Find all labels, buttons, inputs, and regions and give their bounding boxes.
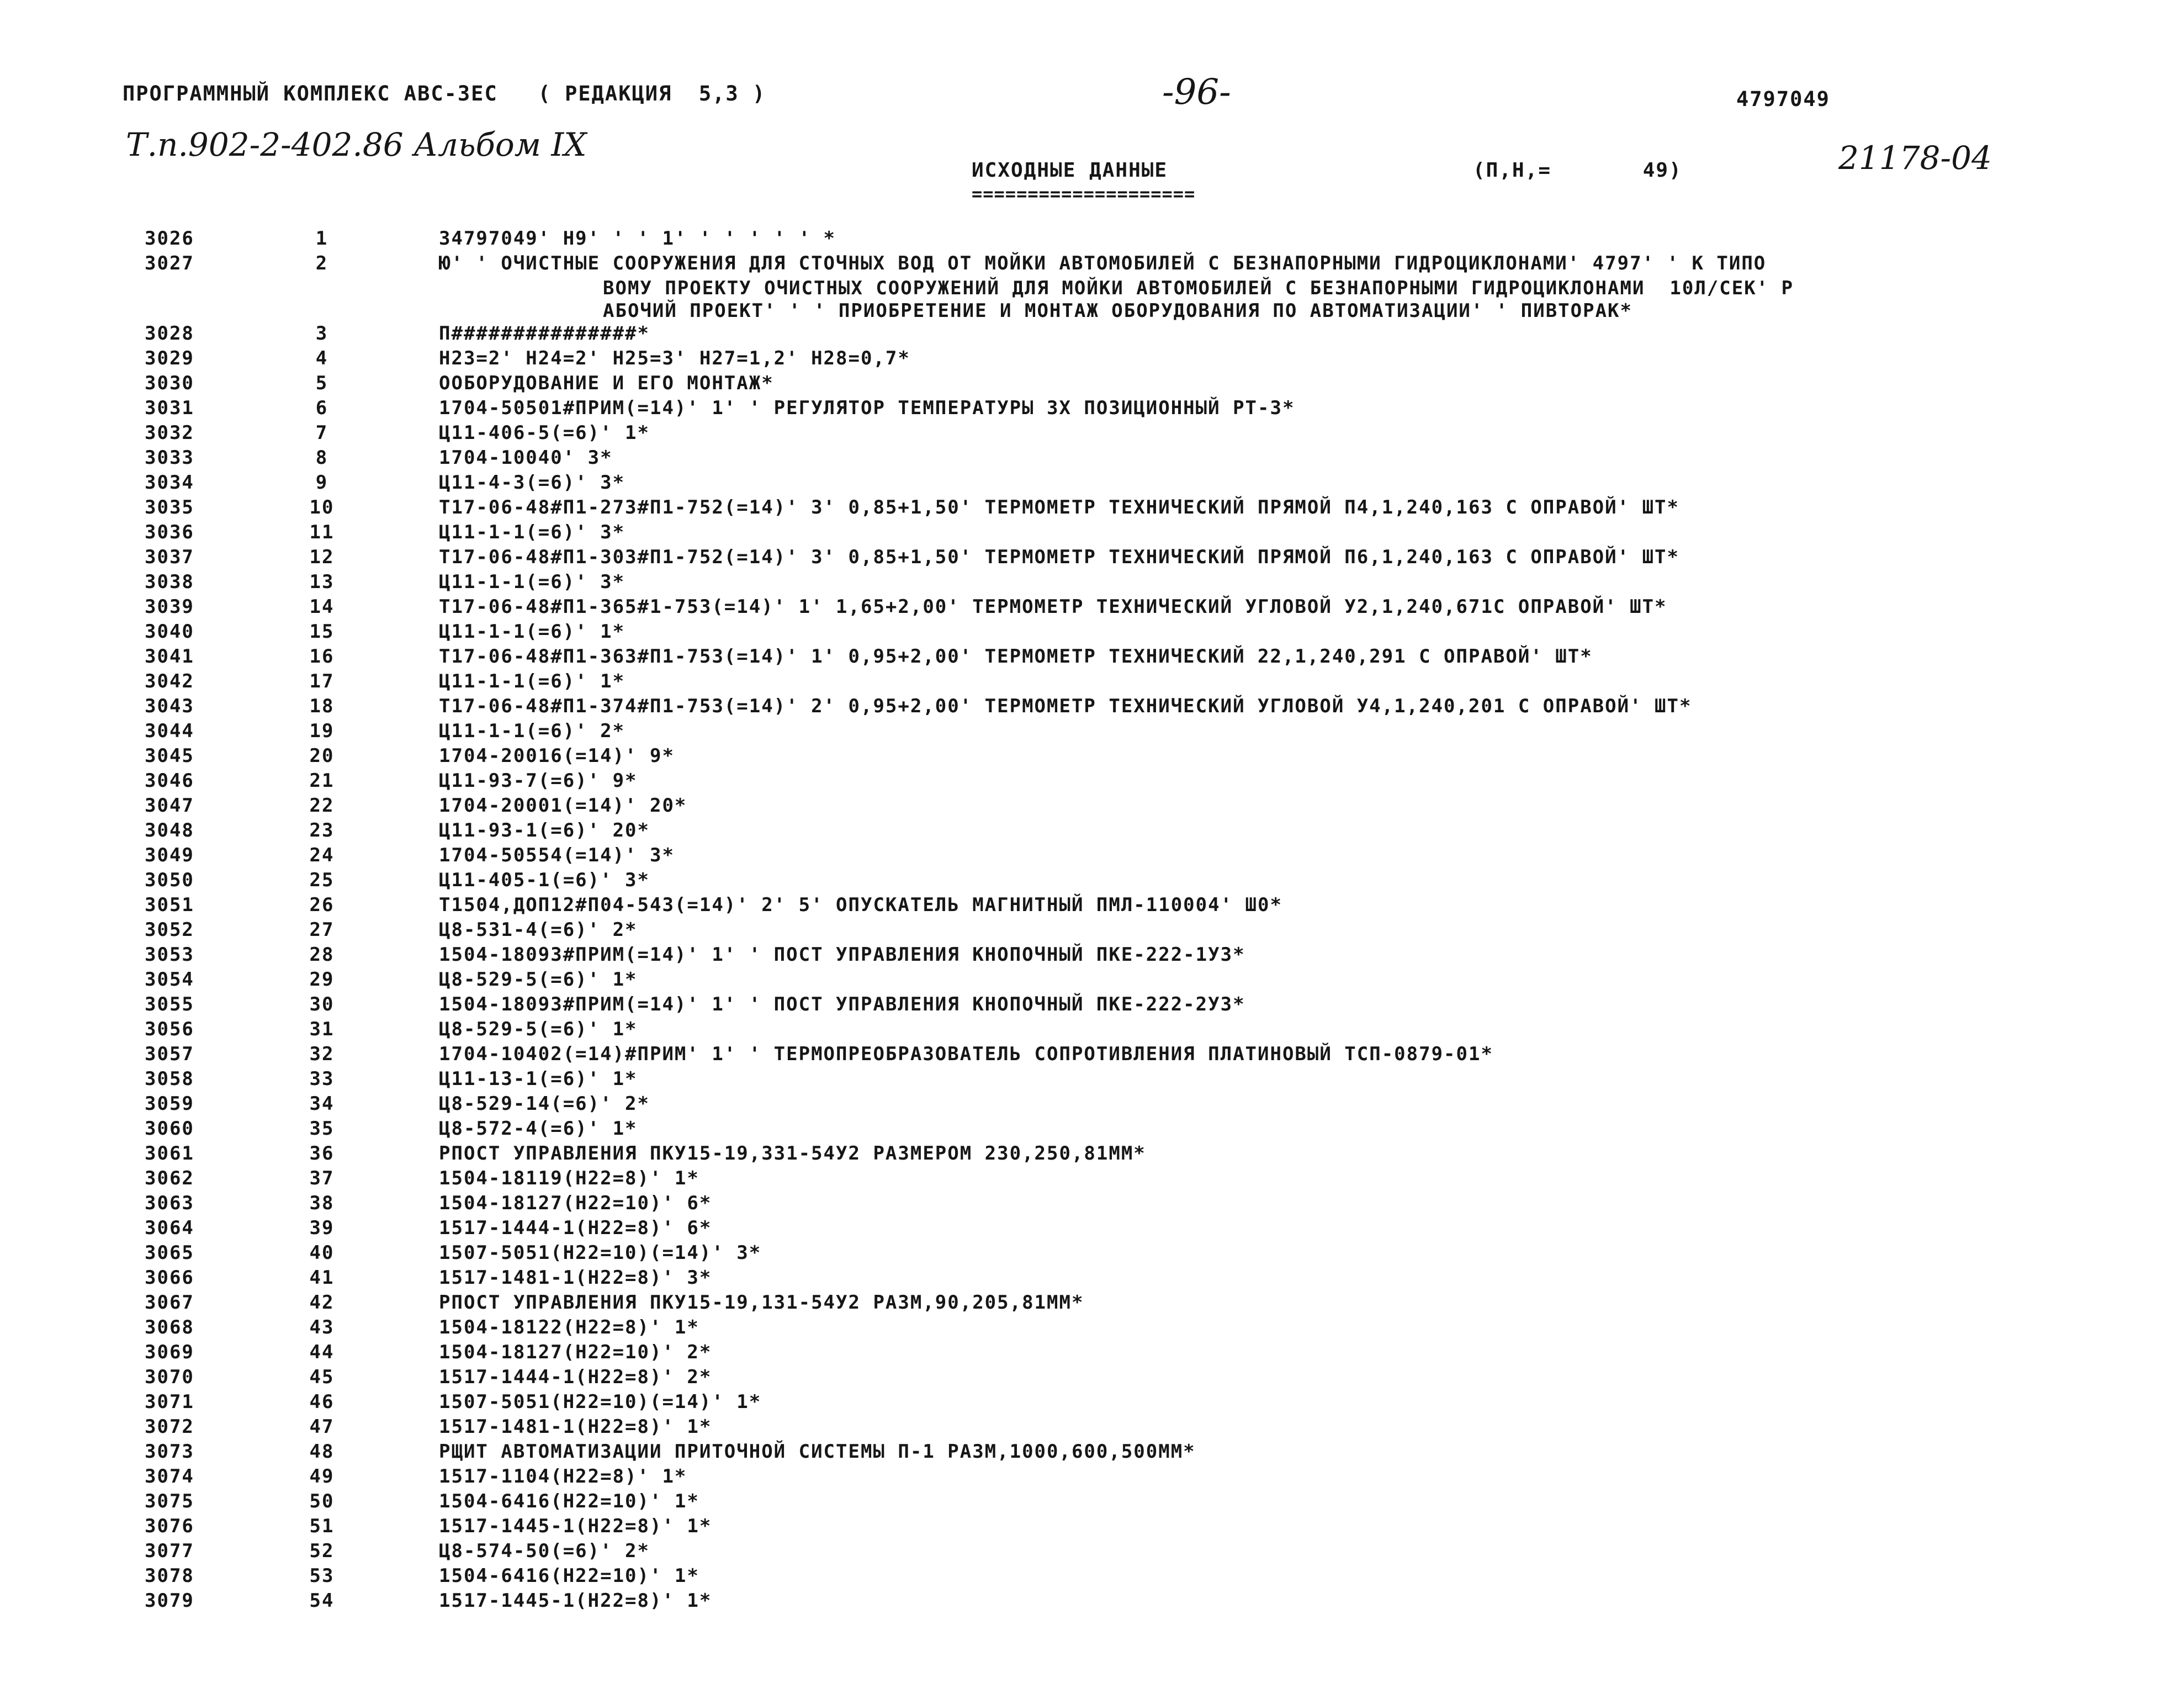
table-row: [0, 745, 2184, 770]
table-row: [0, 919, 2184, 944]
record-text: 1517-1445-1(Н22=8)' 1*: [439, 1590, 712, 1612]
record-text: РПОСТ УПРАВЛЕНИЯ ПКУ15-19,131-54У2 РАЗМ,90,205,81ММ*: [439, 1292, 1084, 1314]
record-index: 45: [309, 1366, 335, 1388]
line-number: 3033: [145, 447, 194, 469]
record-index: 36: [309, 1142, 335, 1165]
table-row: [0, 472, 2184, 496]
record-index: 14: [309, 596, 335, 618]
line-number: 3044: [145, 720, 194, 742]
record-text: 1504-18122(Н22=8)' 1*: [439, 1316, 699, 1338]
line-number: 3043: [145, 695, 194, 717]
table-row: [0, 1192, 2184, 1217]
record-text: 1704-10040' 3*: [439, 447, 613, 469]
record-index: 47: [309, 1416, 335, 1438]
record-text: 1704-50554(=14)' 3*: [439, 844, 675, 866]
record-index: 32: [309, 1043, 335, 1065]
table-row: [0, 819, 2184, 844]
record-index: 25: [309, 869, 335, 891]
record-text: Ц11-1-1(=6)' 1*: [439, 670, 625, 692]
line-number: 3052: [145, 919, 194, 941]
line-number: 3065: [145, 1242, 194, 1264]
record-index: 27: [309, 919, 335, 941]
record-index: 35: [309, 1118, 335, 1140]
record-index: 18: [309, 695, 335, 717]
line-number: 3062: [145, 1167, 194, 1189]
table-row: [0, 1465, 2184, 1490]
table-row: [0, 1068, 2184, 1093]
table-row: [0, 596, 2184, 621]
record-text: Ю' ' ОЧИСТНЫЕ СООРУЖЕНИЯ ДЛЯ СТОЧНЫХ ВОД ОТ МОЙКИ АВТОМОБИЛЕЙ С БЕЗНАПОРНЫМИ ГИДРОЦИКЛОНАМИ' 4797' ' К ТИПО: [439, 252, 1767, 274]
table-row: [0, 993, 2184, 1018]
table-row: [0, 1416, 2184, 1441]
table-row: [0, 1565, 2184, 1590]
table-row: [0, 372, 2184, 397]
record-text: Т17-06-48#П1-365#1-753(=14)' 1' 1,65+2,00' ТЕРМОМЕТР ТЕХНИЧЕСКИЙ УГЛОВОЙ У2,1,240,671С ОПРАВОЙ' ШТ*: [439, 596, 1667, 618]
table-row: [0, 1540, 2184, 1565]
table-row: [0, 795, 2184, 819]
record-text: 1504-18093#ПРИМ(=14)' 1' ' ПОСТ УПРАВЛЕНИЯ КНОПОЧНЫЙ ПКЕ-222-1У3*: [439, 944, 1245, 966]
record-index: 5: [315, 372, 328, 394]
record-index: 53: [309, 1565, 335, 1587]
record-text: Т17-06-48#П1-273#П1-752(=14)' 3' 0,85+1,50' ТЕРМОМЕТР ТЕХНИЧЕСКИЙ ПРЯМОЙ П4,1,240,163 С ОПРАВОЙ' ШТ*: [439, 496, 1679, 518]
record-text: Ц11-1-1(=6)' 3*: [439, 571, 625, 593]
line-number: 3073: [145, 1441, 194, 1463]
record-index: 4: [315, 347, 328, 369]
record-index: 10: [309, 496, 335, 518]
line-number: 3078: [145, 1565, 194, 1587]
record-index: 16: [309, 645, 335, 668]
table-row: [0, 1391, 2184, 1416]
table-row: [0, 227, 2184, 252]
table-row: [0, 1118, 2184, 1142]
line-number: 3055: [145, 993, 194, 1015]
record-text: Ц8-529-5(=6)' 1*: [439, 968, 638, 991]
record-text: 1504-18093#ПРИМ(=14)' 1' ' ПОСТ УПРАВЛЕНИЯ КНОПОЧНЫЙ ПКЕ-222-2У3*: [439, 993, 1245, 1015]
line-number: 3061: [145, 1142, 194, 1165]
handwritten-sheet-number: 21178-04: [1838, 139, 1992, 177]
line-number: 3026: [145, 227, 194, 250]
record-index: 26: [309, 894, 335, 916]
line-number: 3038: [145, 571, 194, 593]
record-index: 8: [315, 447, 328, 469]
record-text: 1507-5051(Н22=10)(=14)' 3*: [439, 1242, 762, 1264]
line-number: 3074: [145, 1465, 194, 1488]
record-index: 31: [309, 1018, 335, 1040]
line-number: 3058: [145, 1068, 194, 1090]
record-text: Ц8-531-4(=6)' 2*: [439, 919, 638, 941]
page-number: -96-: [1162, 72, 1231, 113]
table-row: [0, 720, 2184, 745]
record-text: 1504-18127(Н22=10)' 6*: [439, 1192, 712, 1214]
table-row-continuation: [0, 300, 2184, 322]
line-number: 3053: [145, 944, 194, 966]
record-index: 41: [309, 1267, 335, 1289]
line-number: 3063: [145, 1192, 194, 1214]
record-index: 42: [309, 1292, 335, 1314]
line-number: 3057: [145, 1043, 194, 1065]
table-row: [0, 1490, 2184, 1515]
line-number: 3077: [145, 1540, 194, 1562]
line-number: 3032: [145, 422, 194, 444]
table-row: [0, 968, 2184, 993]
record-index: 19: [309, 720, 335, 742]
line-number: 3046: [145, 770, 194, 792]
record-text: 1517-1481-1(Н22=8)' 1*: [439, 1416, 712, 1438]
table-row: [0, 546, 2184, 571]
table-row: [0, 621, 2184, 645]
table-row: [0, 944, 2184, 968]
table-row: [0, 1043, 2184, 1068]
record-index: 7: [315, 422, 328, 444]
record-text: Ц8-572-4(=6)' 1*: [439, 1118, 638, 1140]
line-number: 3030: [145, 372, 194, 394]
record-text: Н23=2' Н24=2' Н25=3' Н27=1,2' Н28=0,7*: [439, 347, 910, 369]
record-text: Ц11-406-5(=6)' 1*: [439, 422, 650, 444]
record-index: 33: [309, 1068, 335, 1090]
line-number: 3056: [145, 1018, 194, 1040]
line-number: 3050: [145, 869, 194, 891]
line-number: 3059: [145, 1093, 194, 1115]
table-row: [0, 252, 2184, 277]
record-index: 50: [309, 1490, 335, 1512]
record-index: 15: [309, 621, 335, 643]
line-number: 3070: [145, 1366, 194, 1388]
table-row: [0, 645, 2184, 670]
record-text: Т17-06-48#П1-303#П1-752(=14)' 3' 0,85+1,50' ТЕРМОМЕТР ТЕХНИЧЕСКИЙ ПРЯМОЙ П6,1,240,163 С ОПРАВОЙ' ШТ*: [439, 546, 1679, 568]
line-number: 3067: [145, 1292, 194, 1314]
record-text: Т17-06-48#П1-374#П1-753(=14)' 2' 0,95+2,00' ТЕРМОМЕТР ТЕХНИЧЕСКИЙ УГЛОВОЙ У4,1,240,201 С ОПРАВОЙ' ШТ*: [439, 695, 1692, 717]
record-index: 13: [309, 571, 335, 593]
table-row: [0, 447, 2184, 472]
table-row: [0, 1441, 2184, 1465]
record-text: 1704-50501#ПРИМ(=14)' 1' ' РЕГУЛЯТОР ТЕМПЕРАТУРЫ 3Х ПОЗИЦИОННЫЙ РТ-3*: [439, 397, 1295, 419]
record-index: 17: [309, 670, 335, 692]
table-row: [0, 1018, 2184, 1043]
line-number: 3066: [145, 1267, 194, 1289]
record-text: 1504-18119(Н22=8)' 1*: [439, 1167, 699, 1189]
record-text: АБОЧИЙ ПРОЕКТ' ' ' ПРИОБРЕТЕНИЕ И МОНТАЖ ОБОРУДОВАНИЯ ПО АВТОМАТИЗАЦИИ' ' ПИВТОРАК*: [603, 300, 1632, 322]
table-row: [0, 1267, 2184, 1292]
record-text: Ц8-574-50(=6)' 2*: [439, 1540, 650, 1562]
record-text: 1517-1444-1(Н22=8)' 2*: [439, 1366, 712, 1388]
record-text: 1704-10402(=14)#ПРИМ' 1' ' ТЕРМОПРЕОБРАЗОВАТЕЛЬ СОПРОТИВЛЕНИЯ ПЛАТИНОВЫЙ ТСП-0879-01*: [439, 1043, 1493, 1065]
record-index: 3: [315, 322, 328, 345]
table-row: [0, 1167, 2184, 1192]
line-number: 3051: [145, 894, 194, 916]
table-row: [0, 422, 2184, 447]
record-index: 34: [309, 1093, 335, 1115]
record-text: ООБОРУДОВАНИЕ И ЕГО МОНТАЖ*: [439, 372, 774, 394]
record-text: Ц11-405-1(=6)' 3*: [439, 869, 650, 891]
record-text: РЩИТ АВТОМАТИЗАЦИИ ПРИТОЧНОЙ СИСТЕМЫ П-1 РАЗМ,1000,600,500ММ*: [439, 1441, 1196, 1463]
line-number: 3031: [145, 397, 194, 419]
record-index: 44: [309, 1341, 335, 1363]
record-index: 12: [309, 546, 335, 568]
line-number: 3035: [145, 496, 194, 518]
record-index: 39: [309, 1217, 335, 1239]
line-number: 3076: [145, 1515, 194, 1537]
record-index: 30: [309, 993, 335, 1015]
line-number: 3045: [145, 745, 194, 767]
record-text: 1517-1104(Н22=8)' 1*: [439, 1465, 687, 1488]
record-index: 20: [309, 745, 335, 767]
table-row: [0, 496, 2184, 521]
line-number: 3068: [145, 1316, 194, 1338]
line-number: 3034: [145, 472, 194, 494]
table-row: [0, 695, 2184, 720]
section-title: ИСХОДНЫЕ ДАННЫЕ: [972, 159, 1168, 182]
record-text: Ц8-529-14(=6)' 2*: [439, 1093, 650, 1115]
line-number: 3049: [145, 844, 194, 866]
table-row: [0, 670, 2184, 695]
line-number: 3027: [145, 252, 194, 274]
record-text: ВОМУ ПРОЕКТУ ОЧИСТНЫХ СООРУЖЕНИЙ ДЛЯ МОЙКИ АВТОМОБИЛЕЙ С БЕЗНАПОРНЫМИ ГИДРОЦИКЛОНАМИ 10Л/СЕК' Р: [603, 277, 1794, 299]
record-text: Т17-06-48#П1-363#П1-753(=14)' 1' 0,95+2,00' ТЕРМОМЕТР ТЕХНИЧЕСКИЙ 22,1,240,291 С ОПРАВОЙ' ШТ*: [439, 645, 1593, 668]
record-index: 23: [309, 819, 335, 842]
line-number: 3054: [145, 968, 194, 991]
pn-value: (П,Н,= 49): [1473, 159, 1682, 182]
record-text: Ц11-93-7(=6)' 9*: [439, 770, 638, 792]
record-index: 9: [315, 472, 328, 494]
record-text: Ц8-529-5(=6)' 1*: [439, 1018, 638, 1040]
record-text: Ц11-93-1(=6)' 20*: [439, 819, 650, 842]
record-text: П###############*: [439, 322, 650, 345]
record-index: 24: [309, 844, 335, 866]
handwritten-album-note: Т.п.902-2-402.86 Альбом IX: [126, 126, 587, 163]
record-text: 1507-5051(Н22=10)(=14)' 1*: [439, 1391, 762, 1413]
record-index: 52: [309, 1540, 335, 1562]
record-text: 1504-6416(Н22=10)' 1*: [439, 1490, 699, 1512]
table-row: [0, 1316, 2184, 1341]
line-number: 3079: [145, 1590, 194, 1612]
line-number: 3042: [145, 670, 194, 692]
record-index: 51: [309, 1515, 335, 1537]
table-row: [0, 1217, 2184, 1242]
table-row: [0, 1242, 2184, 1267]
record-text: 34797049' Н9' ' ' 1' ' ' ' ' ' *: [439, 227, 836, 250]
line-number: 3071: [145, 1391, 194, 1413]
record-index: 21: [309, 770, 335, 792]
record-text: Ц11-1-1(=6)' 3*: [439, 521, 625, 543]
record-text: 1504-18127(Н22=10)' 2*: [439, 1341, 712, 1363]
record-index: 28: [309, 944, 335, 966]
record-index: 6: [315, 397, 328, 419]
table-row: [0, 1292, 2184, 1316]
record-text: 1517-1444-1(Н22=8)' 6*: [439, 1217, 712, 1239]
table-row: [0, 1366, 2184, 1391]
table-row: [0, 1515, 2184, 1540]
table-row: [0, 347, 2184, 372]
line-number: 3069: [145, 1341, 194, 1363]
line-number: 3039: [145, 596, 194, 618]
record-text: 1704-20001(=14)' 20*: [439, 795, 687, 817]
table-row: [0, 869, 2184, 894]
record-index: 54: [309, 1590, 335, 1612]
table-row: [0, 1341, 2184, 1366]
record-index: 46: [309, 1391, 335, 1413]
record-text: РПОСТ УПРАВЛЕНИЯ ПКУ15-19,331-54У2 РАЗМЕРОМ 230,250,81ММ*: [439, 1142, 1146, 1165]
record-index: 22: [309, 795, 335, 817]
line-number: 3041: [145, 645, 194, 668]
record-text: 1704-20016(=14)' 9*: [439, 745, 675, 767]
line-number: 3036: [145, 521, 194, 543]
table-row: [0, 770, 2184, 795]
record-text: 1504-6416(Н22=10)' 1*: [439, 1565, 699, 1587]
record-index: 43: [309, 1316, 335, 1338]
record-text: Ц11-4-3(=6)' 3*: [439, 472, 625, 494]
program-header: ПРОГРАММНЫЙ КОМПЛЕКС АВС-ЗЕС ( РЕДАКЦИЯ 5,3 ): [123, 82, 766, 105]
record-text: 1517-1445-1(Н22=8)' 1*: [439, 1515, 712, 1537]
line-number: 3040: [145, 621, 194, 643]
table-row: [0, 1142, 2184, 1167]
table-row: [0, 894, 2184, 919]
line-number: 3048: [145, 819, 194, 842]
table-row: [0, 844, 2184, 869]
document-code: 4797049: [1736, 87, 1830, 111]
record-text: 1517-1481-1(Н22=8)' 3*: [439, 1267, 712, 1289]
table-row: [0, 322, 2184, 347]
line-number: 3037: [145, 546, 194, 568]
table-row: [0, 571, 2184, 596]
table-row: [0, 397, 2184, 422]
line-number: 3072: [145, 1416, 194, 1438]
table-row-continuation: [0, 277, 2184, 300]
record-index: 40: [309, 1242, 335, 1264]
table-row: [0, 1093, 2184, 1118]
record-text: Т1504,ДОП12#П04-543(=14)' 2' 5' ОПУСКАТЕЛЬ МАГНИТНЫЙ ПМЛ-110004' Ш0*: [439, 894, 1282, 916]
line-number: 3029: [145, 347, 194, 369]
line-number: 3028: [145, 322, 194, 345]
record-index: 38: [309, 1192, 335, 1214]
record-text: Ц11-1-1(=6)' 2*: [439, 720, 625, 742]
listing-rows: [0, 227, 2184, 1615]
record-text: Ц11-13-1(=6)' 1*: [439, 1068, 638, 1090]
line-number: 3047: [145, 795, 194, 817]
table-row: [0, 521, 2184, 546]
record-index: 37: [309, 1167, 335, 1189]
record-index: 11: [309, 521, 335, 543]
section-underline: ====================: [972, 183, 1196, 204]
line-number: 3064: [145, 1217, 194, 1239]
record-index: 29: [309, 968, 335, 991]
record-text: Ц11-1-1(=6)' 1*: [439, 621, 625, 643]
line-number: 3060: [145, 1118, 194, 1140]
record-index: 49: [309, 1465, 335, 1488]
table-row: [0, 1590, 2184, 1615]
record-index: 1: [315, 227, 328, 250]
record-index: 48: [309, 1441, 335, 1463]
line-number: 3075: [145, 1490, 194, 1512]
record-index: 2: [315, 252, 328, 274]
